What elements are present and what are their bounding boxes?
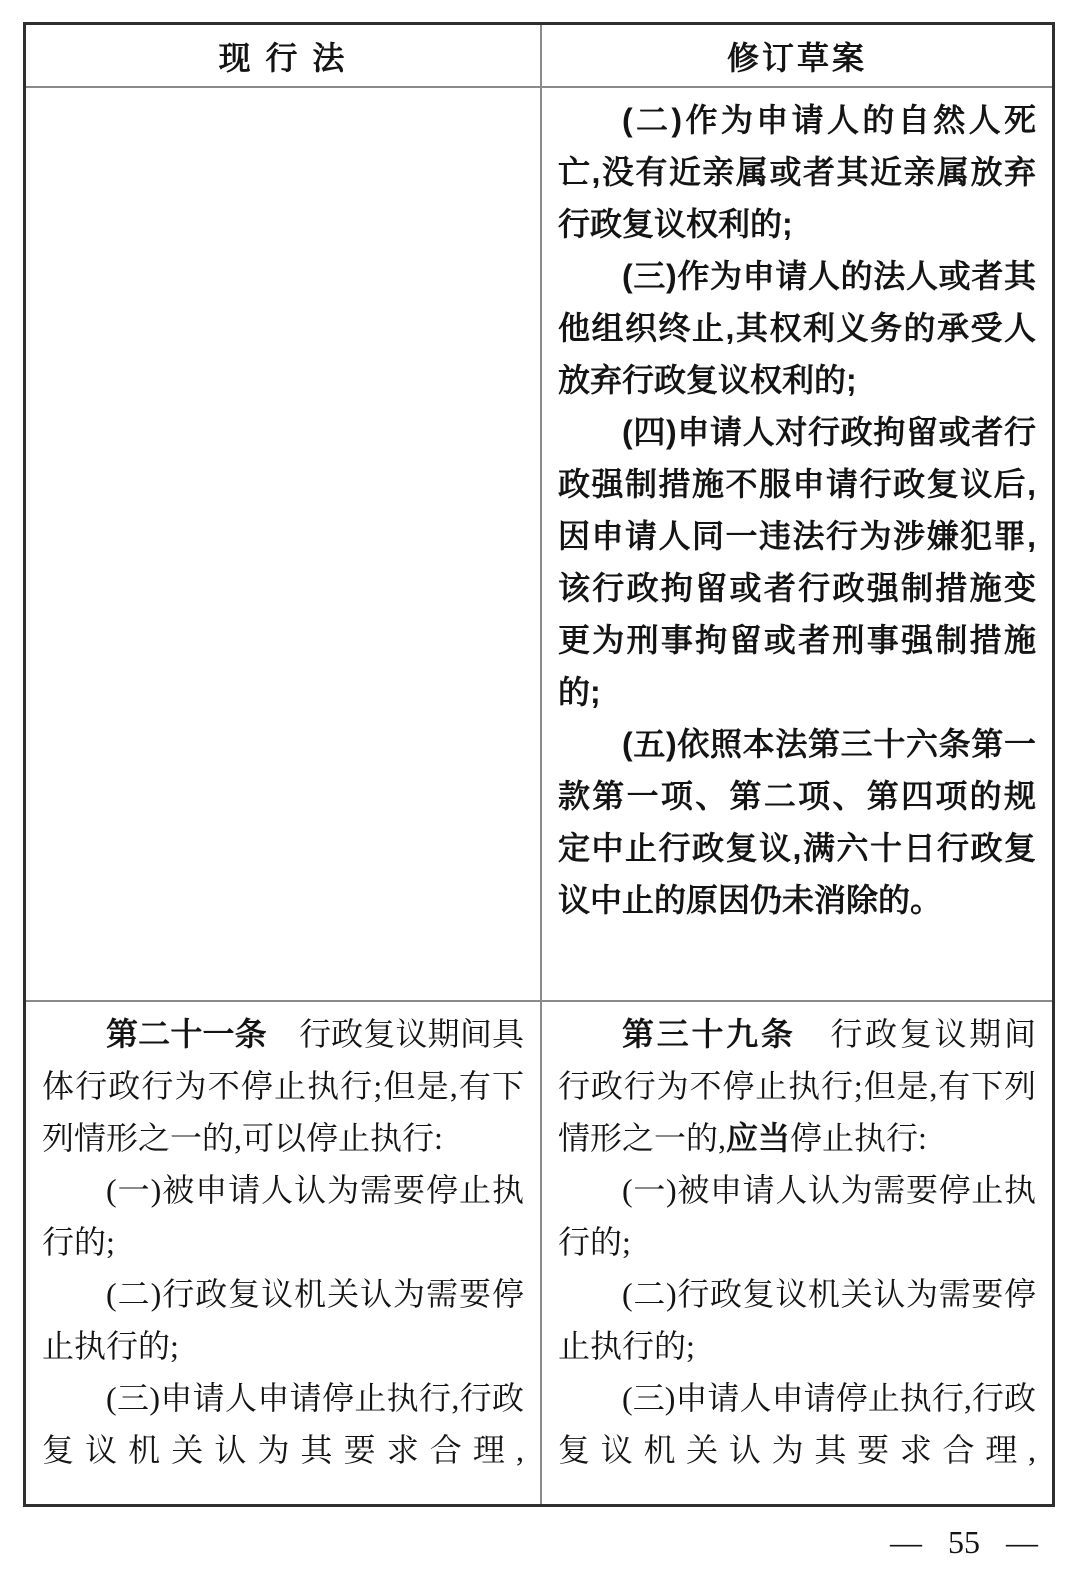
body-text: (二)行政复议机关认为需要停止执行的;: [42, 1276, 524, 1364]
body-text: (三)申请人申请停止执行,行政复议机关认为其要求合理,: [42, 1380, 524, 1468]
body-text: (三)申请人申请停止执行,行政复议机关认为其要求合理,: [558, 1380, 1036, 1468]
header-revision-draft: 修订草案: [540, 25, 1052, 88]
cell-current-law-article-21: [26, 1000, 540, 1504]
paragraph: [558, 94, 1036, 250]
paragraph: [42, 1164, 524, 1268]
footer-dash-left: —: [890, 1524, 922, 1560]
paragraph: [558, 1164, 1036, 1268]
paragraph: [42, 1008, 524, 1164]
emphasized-text: 应当: [726, 1120, 791, 1156]
paragraph: [42, 1268, 524, 1372]
body-text: (二)行政复议机关认为需要停止执行的;: [558, 1276, 1036, 1364]
paragraph: [558, 406, 1036, 718]
cell-current-law-top: [26, 88, 540, 1000]
footer-page-number: 55: [948, 1524, 980, 1560]
body-text: 行政复议期间具体行政行为不停止执行;但是,有下列情形之一的,可以停止执行:: [42, 1016, 524, 1156]
emphasized-text: (四)申请人对行政拘留或者行政强制措施不服申请行政复议后,因申请人同一违法行为涉嫌犯罪,该行政拘留或者行政强制措施变更为刑事拘留或者刑事强制措施的;: [558, 414, 1036, 710]
paragraph: [558, 1372, 1036, 1476]
body-text: 行政复议期间行政行为不停止执行;但是,有下列情形之一的,: [558, 1016, 1036, 1156]
paragraph: [558, 1008, 1036, 1164]
emphasized-text: (二)作为申请人的自然人死亡,没有近亲属或者其近亲属放弃行政复议权利的;: [558, 102, 1036, 242]
footer-dash-right: —: [1006, 1524, 1038, 1560]
body-text: (一)被申请人认为需要停止执行的;: [42, 1172, 524, 1260]
emphasized-text: (三)作为申请人的法人或者其他组织终止,其权利义务的承受人放弃行政复议权利的;: [558, 258, 1036, 398]
emphasized-text: 第三十九条: [622, 1016, 796, 1052]
page-number: [890, 1524, 1038, 1561]
emphasized-text: (五)依照本法第三十六条第一款第一项、第二项、第四项的规定中止行政复议,满六十日行政复议中止的原因仍未消除的。: [558, 726, 1036, 918]
emphasized-text: 第二十一条: [106, 1016, 267, 1052]
body-text: (一)被申请人认为需要停止执行的;: [558, 1172, 1036, 1260]
cell-revision-draft-top: [540, 88, 1052, 1000]
cell-revision-draft-article-39: [540, 1000, 1052, 1504]
header-current-law: 现 行 法: [26, 25, 540, 88]
paragraph: [42, 1372, 524, 1476]
law-comparison-table: [23, 22, 1055, 1507]
paragraph: [558, 718, 1036, 926]
paragraph: [558, 1268, 1036, 1372]
paragraph: [558, 250, 1036, 406]
body-text: 停止执行:: [790, 1120, 927, 1156]
